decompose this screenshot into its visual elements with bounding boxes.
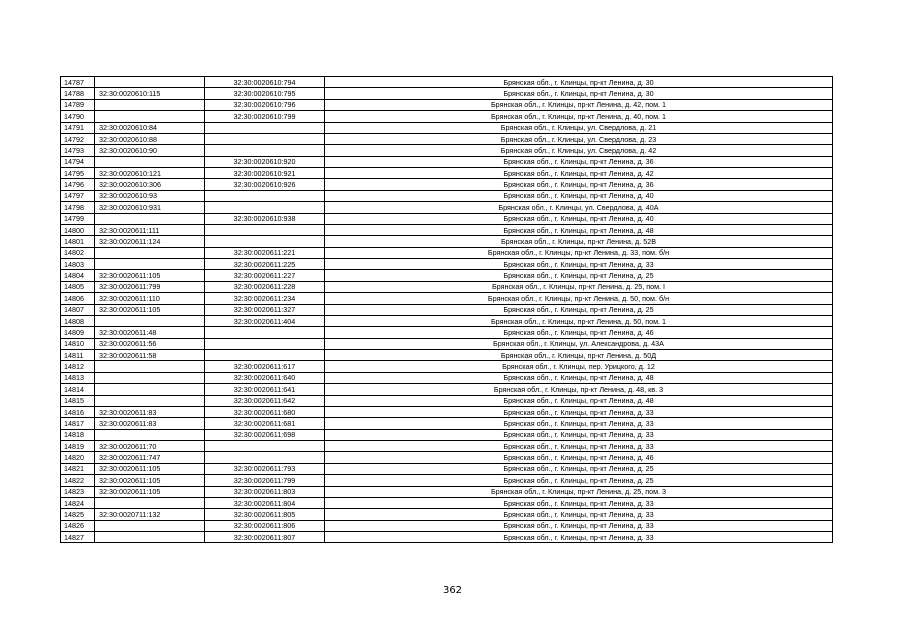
table-row bbox=[61, 395, 833, 406]
row-number-cell: 14803 bbox=[61, 259, 95, 270]
address-cell: Брянская обл., г. Клинцы, пр-кт Ленина, д. 48 bbox=[325, 395, 833, 406]
row-number-cell: 14826 bbox=[61, 520, 95, 531]
table-row bbox=[61, 406, 833, 417]
parcel-cadastral-number-cell: 32:30:0020610:931 bbox=[95, 202, 205, 213]
row-number-cell: 14792 bbox=[61, 133, 95, 144]
table-row bbox=[61, 338, 833, 349]
object-cadastral-number-cell: 32:30:0020611:680 bbox=[205, 406, 325, 417]
object-cadastral-number-cell: 32:30:0020611:642 bbox=[205, 395, 325, 406]
parcel-cadastral-number-cell: 32:30:0020611:48 bbox=[95, 327, 205, 338]
parcel-cadastral-number-cell bbox=[95, 395, 205, 406]
row-number-cell: 14810 bbox=[61, 338, 95, 349]
address-cell: Брянская обл., г. Клинцы, пр-кт Ленина, д. 50, пом. 1 bbox=[325, 315, 833, 326]
parcel-cadastral-number-cell bbox=[95, 77, 205, 88]
address-cell: Брянская обл., г. Клинцы, пр-кт Ленина, д. 33 bbox=[325, 259, 833, 270]
row-number-cell: 14805 bbox=[61, 281, 95, 292]
parcel-cadastral-number-cell: 32:30:0020611:111 bbox=[95, 224, 205, 235]
address-cell: Брянская обл., г. Клинцы, пр-кт Ленина, д. 33 bbox=[325, 406, 833, 417]
object-cadastral-number-cell: 32:30:0020611:793 bbox=[205, 463, 325, 474]
table-row bbox=[61, 259, 833, 270]
object-cadastral-number-cell: 32:30:0020611:806 bbox=[205, 520, 325, 531]
object-cadastral-number-cell: 32:30:0020611:404 bbox=[205, 315, 325, 326]
parcel-cadastral-number-cell bbox=[95, 213, 205, 224]
parcel-cadastral-number-cell: 32:30:0020611:747 bbox=[95, 452, 205, 463]
parcel-cadastral-number-cell: 32:30:0020611:56 bbox=[95, 338, 205, 349]
object-cadastral-number-cell: 32:30:0020611:698 bbox=[205, 429, 325, 440]
property-register-table bbox=[60, 76, 833, 543]
object-cadastral-number-cell bbox=[205, 224, 325, 235]
parcel-cadastral-number-cell: 32:30:0020610:306 bbox=[95, 179, 205, 190]
parcel-cadastral-number-cell: 32:30:0020611:105 bbox=[95, 304, 205, 315]
address-cell: Брянская обл., г. Клинцы, пр-кт Ленина, д. 52В bbox=[325, 236, 833, 247]
object-cadastral-number-cell: 32:30:0020611:640 bbox=[205, 372, 325, 383]
table-row bbox=[61, 145, 833, 156]
object-cadastral-number-cell: 32:30:0020611:221 bbox=[205, 247, 325, 258]
address-cell: Брянская обл., г. Клинцы, пр-кт Ленина, д. 46 bbox=[325, 452, 833, 463]
row-number-cell: 14815 bbox=[61, 395, 95, 406]
row-number-cell: 14802 bbox=[61, 247, 95, 258]
address-cell: Брянская обл., г. Клинцы, пр-кт Ленина, д. 33 bbox=[325, 441, 833, 452]
object-cadastral-number-cell: 32:30:0020611:641 bbox=[205, 384, 325, 395]
parcel-cadastral-number-cell bbox=[95, 372, 205, 383]
object-cadastral-number-cell bbox=[205, 202, 325, 213]
address-cell: Брянская обл., г. Клинцы, ул. Александрова, д. 43А bbox=[325, 338, 833, 349]
row-number-cell: 14827 bbox=[61, 532, 95, 543]
table-row bbox=[61, 361, 833, 372]
object-cadastral-number-cell: 32:30:0020610:796 bbox=[205, 99, 325, 110]
address-cell: Брянская обл., г. Клинцы, пр-кт Ленина, д. 33 bbox=[325, 520, 833, 531]
parcel-cadastral-number-cell bbox=[95, 429, 205, 440]
address-cell: Брянская обл., г. Клинцы, пр-кт Ленина, д. 30 bbox=[325, 77, 833, 88]
object-cadastral-number-cell: 32:30:0020610:799 bbox=[205, 111, 325, 122]
object-cadastral-number-cell: 32:30:0020610:921 bbox=[205, 168, 325, 179]
address-cell: Брянская обл., г. Клинцы, пр-кт Ленина, д. 36 bbox=[325, 156, 833, 167]
object-cadastral-number-cell: 32:30:0020610:938 bbox=[205, 213, 325, 224]
row-number-cell: 14814 bbox=[61, 384, 95, 395]
row-number-cell: 14790 bbox=[61, 111, 95, 122]
table-row bbox=[61, 202, 833, 213]
row-number-cell: 14795 bbox=[61, 168, 95, 179]
address-cell: Брянская обл., г. Клинцы, пр-кт Ленина, д. 42, пом. 1 bbox=[325, 99, 833, 110]
row-number-cell: 14812 bbox=[61, 361, 95, 372]
row-number-cell: 14794 bbox=[61, 156, 95, 167]
table-row bbox=[61, 350, 833, 361]
object-cadastral-number-cell bbox=[205, 190, 325, 201]
table-row bbox=[61, 122, 833, 133]
table-row bbox=[61, 418, 833, 429]
object-cadastral-number-cell: 32:30:0020610:795 bbox=[205, 88, 325, 99]
address-cell: Брянская обл., г. Клинцы, пр-кт Ленина, д. 33, пом. б/н bbox=[325, 247, 833, 258]
table-row bbox=[61, 190, 833, 201]
table-row bbox=[61, 327, 833, 338]
object-cadastral-number-cell: 32:30:0020611:803 bbox=[205, 486, 325, 497]
object-cadastral-number-cell bbox=[205, 122, 325, 133]
object-cadastral-number-cell bbox=[205, 350, 325, 361]
table-row bbox=[61, 304, 833, 315]
row-number-cell: 14816 bbox=[61, 406, 95, 417]
row-number-cell: 14804 bbox=[61, 270, 95, 281]
object-cadastral-number-cell: 32:30:0020611:234 bbox=[205, 293, 325, 304]
object-cadastral-number-cell: 32:30:0020611:227 bbox=[205, 270, 325, 281]
address-cell: Брянская обл., г. Клинцы, пр-кт Ленина, д. 50, пом. б/н bbox=[325, 293, 833, 304]
row-number-cell: 14817 bbox=[61, 418, 95, 429]
row-number-cell: 14797 bbox=[61, 190, 95, 201]
table-row bbox=[61, 224, 833, 235]
address-cell: Брянская обл., г. Клинцы, пр-кт Ленина, д. 50Д bbox=[325, 350, 833, 361]
table-row bbox=[61, 497, 833, 508]
row-number-cell: 14825 bbox=[61, 509, 95, 520]
parcel-cadastral-number-cell bbox=[95, 532, 205, 543]
address-cell: Брянская обл., г. Клинцы, пр-кт Ленина, д. 33 bbox=[325, 509, 833, 520]
address-cell: Брянская обл., г. Клинцы, пр-кт Ленина, д. 25, пом. I bbox=[325, 281, 833, 292]
row-number-cell: 14808 bbox=[61, 315, 95, 326]
parcel-cadastral-number-cell bbox=[95, 497, 205, 508]
address-cell: Брянская обл., г. Клинцы, пр-кт Ленина, д. 36 bbox=[325, 179, 833, 190]
address-cell: Брянская обл., г. Клинцы, пр-кт Ленина, д. 25 bbox=[325, 270, 833, 281]
row-number-cell: 14791 bbox=[61, 122, 95, 133]
address-cell: Брянская обл., г. Клинцы, пр-кт Ленина, д. 25 bbox=[325, 463, 833, 474]
object-cadastral-number-cell: 32:30:0020610:920 bbox=[205, 156, 325, 167]
table-row bbox=[61, 168, 833, 179]
parcel-cadastral-number-cell: 32:30:0020610:115 bbox=[95, 88, 205, 99]
address-cell: Брянская обл., г. Клинцы, пр-кт Ленина, д. 48 bbox=[325, 372, 833, 383]
table-row bbox=[61, 532, 833, 543]
parcel-cadastral-number-cell: 32:30:0020610:93 bbox=[95, 190, 205, 201]
row-number-cell: 14807 bbox=[61, 304, 95, 315]
parcel-cadastral-number-cell: 32:30:0020611:799 bbox=[95, 281, 205, 292]
table-row bbox=[61, 281, 833, 292]
object-cadastral-number-cell bbox=[205, 441, 325, 452]
table-row bbox=[61, 509, 833, 520]
table-row bbox=[61, 247, 833, 258]
address-cell: Брянская обл., г. Клинцы, ул. Свердлова, д. 23 bbox=[325, 133, 833, 144]
parcel-cadastral-number-cell: 32:30:0020611:83 bbox=[95, 406, 205, 417]
object-cadastral-number-cell: 32:30:0020611:681 bbox=[205, 418, 325, 429]
object-cadastral-number-cell: 32:30:0020611:225 bbox=[205, 259, 325, 270]
parcel-cadastral-number-cell bbox=[95, 156, 205, 167]
table-row bbox=[61, 88, 833, 99]
object-cadastral-number-cell bbox=[205, 236, 325, 247]
table-row bbox=[61, 213, 833, 224]
object-cadastral-number-cell: 32:30:0020610:926 bbox=[205, 179, 325, 190]
table-row bbox=[61, 156, 833, 167]
row-number-cell: 14821 bbox=[61, 463, 95, 474]
parcel-cadastral-number-cell: 32:30:0020711:132 bbox=[95, 509, 205, 520]
address-cell: Брянская обл., г. Клинцы, пр-кт Ленина, д. 33 bbox=[325, 418, 833, 429]
row-number-cell: 14806 bbox=[61, 293, 95, 304]
table-row bbox=[61, 384, 833, 395]
register-table-body bbox=[61, 77, 833, 543]
object-cadastral-number-cell: 32:30:0020611:799 bbox=[205, 475, 325, 486]
page-number: 362 bbox=[442, 585, 463, 596]
table-row bbox=[61, 315, 833, 326]
row-number-cell: 14788 bbox=[61, 88, 95, 99]
table-row bbox=[61, 179, 833, 190]
table-row bbox=[61, 236, 833, 247]
parcel-cadastral-number-cell bbox=[95, 361, 205, 372]
table-row bbox=[61, 429, 833, 440]
row-number-cell: 14801 bbox=[61, 236, 95, 247]
row-number-cell: 14820 bbox=[61, 452, 95, 463]
address-cell: Брянская обл., г. Клинцы, пр-кт Ленина, д. 25 bbox=[325, 475, 833, 486]
parcel-cadastral-number-cell: 32:30:0020611:70 bbox=[95, 441, 205, 452]
row-number-cell: 14819 bbox=[61, 441, 95, 452]
row-number-cell: 14799 bbox=[61, 213, 95, 224]
table-row bbox=[61, 520, 833, 531]
table-row bbox=[61, 452, 833, 463]
parcel-cadastral-number-cell: 32:30:0020611:105 bbox=[95, 463, 205, 474]
table-row bbox=[61, 372, 833, 383]
parcel-cadastral-number-cell: 32:30:0020611:105 bbox=[95, 486, 205, 497]
address-cell: Брянская обл., г. Клинцы, пр-кт Ленина, д. 33 bbox=[325, 497, 833, 508]
address-cell: Брянская обл., г. Клинцы, пер. Урицкого, д. 12 bbox=[325, 361, 833, 372]
address-cell: Брянская обл., г. Клинцы, пр-кт Ленина, д. 42 bbox=[325, 168, 833, 179]
address-cell: Брянская обл., г. Клинцы, ул. Свердлова, д. 40А bbox=[325, 202, 833, 213]
row-number-cell: 14824 bbox=[61, 497, 95, 508]
parcel-cadastral-number-cell: 32:30:0020610:90 bbox=[95, 145, 205, 156]
row-number-cell: 14798 bbox=[61, 202, 95, 213]
object-cadastral-number-cell: 32:30:0020611:804 bbox=[205, 497, 325, 508]
parcel-cadastral-number-cell bbox=[95, 247, 205, 258]
table-row bbox=[61, 475, 833, 486]
parcel-cadastral-number-cell bbox=[95, 99, 205, 110]
address-cell: Брянская обл., г. Клинцы, пр-кт Ленина, д. 40 bbox=[325, 190, 833, 201]
object-cadastral-number-cell bbox=[205, 452, 325, 463]
row-number-cell: 14800 bbox=[61, 224, 95, 235]
row-number-cell: 14789 bbox=[61, 99, 95, 110]
table-row bbox=[61, 99, 833, 110]
table-row bbox=[61, 77, 833, 88]
object-cadastral-number-cell: 32:30:0020611:807 bbox=[205, 532, 325, 543]
row-number-cell: 14793 bbox=[61, 145, 95, 156]
parcel-cadastral-number-cell bbox=[95, 384, 205, 395]
address-cell: Брянская обл., г. Клинцы, пр-кт Ленина, д. 30 bbox=[325, 88, 833, 99]
row-number-cell: 14809 bbox=[61, 327, 95, 338]
parcel-cadastral-number-cell: 32:30:0020611:105 bbox=[95, 475, 205, 486]
table-row bbox=[61, 133, 833, 144]
object-cadastral-number-cell bbox=[205, 133, 325, 144]
table-row bbox=[61, 270, 833, 281]
address-cell: Брянская обл., г. Клинцы, пр-кт Ленина, д. 25, пом. 3 bbox=[325, 486, 833, 497]
parcel-cadastral-number-cell bbox=[95, 520, 205, 531]
row-number-cell: 14796 bbox=[61, 179, 95, 190]
parcel-cadastral-number-cell bbox=[95, 111, 205, 122]
address-cell: Брянская обл., г. Клинцы, пр-кт Ленина, д. 25 bbox=[325, 304, 833, 315]
object-cadastral-number-cell: 32:30:0020611:228 bbox=[205, 281, 325, 292]
parcel-cadastral-number-cell: 32:30:0020611:105 bbox=[95, 270, 205, 281]
address-cell: Брянская обл., г. Клинцы, пр-кт Ленина, д. 33 bbox=[325, 532, 833, 543]
row-number-cell: 14813 bbox=[61, 372, 95, 383]
parcel-cadastral-number-cell: 32:30:0020611:58 bbox=[95, 350, 205, 361]
address-cell: Брянская обл., г. Клинцы, пр-кт Ленина, д. 33 bbox=[325, 429, 833, 440]
object-cadastral-number-cell bbox=[205, 145, 325, 156]
row-number-cell: 14811 bbox=[61, 350, 95, 361]
object-cadastral-number-cell bbox=[205, 327, 325, 338]
address-cell: Брянская обл., г. Клинцы, пр-кт Ленина, д. 40, пом. 1 bbox=[325, 111, 833, 122]
address-cell: Брянская обл., г. Клинцы, ул. Свердлова, д. 42 bbox=[325, 145, 833, 156]
row-number-cell: 14822 bbox=[61, 475, 95, 486]
address-cell: Брянская обл., г. Клинцы, пр-кт Ленина, д. 48 bbox=[325, 224, 833, 235]
row-number-cell: 14818 bbox=[61, 429, 95, 440]
parcel-cadastral-number-cell: 32:30:0020611:124 bbox=[95, 236, 205, 247]
parcel-cadastral-number-cell bbox=[95, 259, 205, 270]
parcel-cadastral-number-cell: 32:30:0020611:83 bbox=[95, 418, 205, 429]
row-number-cell: 14787 bbox=[61, 77, 95, 88]
parcel-cadastral-number-cell: 32:30:0020610:84 bbox=[95, 122, 205, 133]
table-row bbox=[61, 111, 833, 122]
object-cadastral-number-cell: 32:30:0020611:805 bbox=[205, 509, 325, 520]
address-cell: Брянская обл., г. Клинцы, пр-кт Ленина, д. 46 bbox=[325, 327, 833, 338]
object-cadastral-number-cell: 32:30:0020610:794 bbox=[205, 77, 325, 88]
object-cadastral-number-cell: 32:30:0020611:327 bbox=[205, 304, 325, 315]
parcel-cadastral-number-cell: 32:30:0020610:121 bbox=[95, 168, 205, 179]
object-cadastral-number-cell bbox=[205, 338, 325, 349]
table-row bbox=[61, 486, 833, 497]
parcel-cadastral-number-cell bbox=[95, 315, 205, 326]
address-cell: Брянская обл., г. Клинцы, ул. Свердлова, д. 21 bbox=[325, 122, 833, 133]
table-row bbox=[61, 463, 833, 474]
table-row bbox=[61, 441, 833, 452]
row-number-cell: 14823 bbox=[61, 486, 95, 497]
object-cadastral-number-cell: 32:30:0020611:617 bbox=[205, 361, 325, 372]
parcel-cadastral-number-cell: 32:30:0020610:88 bbox=[95, 133, 205, 144]
address-cell: Брянская обл., г. Клинцы, пр-кт Ленина, д. 40 bbox=[325, 213, 833, 224]
address-cell: Брянская обл., г. Клинцы, пр-кт Ленина, д. 48, кв. 3 bbox=[325, 384, 833, 395]
parcel-cadastral-number-cell: 32:30:0020611:110 bbox=[95, 293, 205, 304]
table-row bbox=[61, 293, 833, 304]
